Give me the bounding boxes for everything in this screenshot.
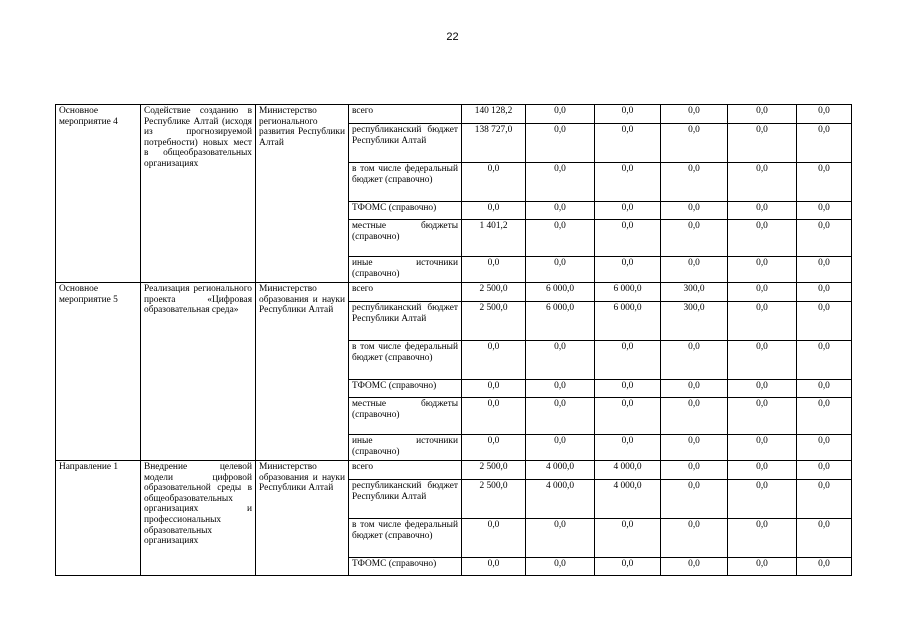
funding-value: 0,0 xyxy=(797,480,852,519)
funding-value: 0,0 xyxy=(728,435,797,461)
funding-value: 0,0 xyxy=(462,163,526,202)
funding-value: 0,0 xyxy=(661,558,728,576)
funding-value: 0,0 xyxy=(797,220,852,257)
funding-value: 2 500,0 xyxy=(462,480,526,519)
table-row xyxy=(56,283,852,302)
funding-value: 300,0 xyxy=(661,283,728,302)
funding-value: 0,0 xyxy=(661,105,728,124)
funding-value: 0,0 xyxy=(728,519,797,558)
funding-value: 0,0 xyxy=(462,558,526,576)
funding-value: 6 000,0 xyxy=(595,302,661,341)
funding-source: в том числе федеральный бюджет (справочно) xyxy=(349,341,462,380)
funding-value: 0,0 xyxy=(526,380,595,398)
funding-source: иные источники (справочно) xyxy=(349,257,462,283)
funding-value: 0,0 xyxy=(595,435,661,461)
funding-source: ТФОМС (справочно) xyxy=(349,202,462,220)
funding-value: 0,0 xyxy=(595,519,661,558)
funding-value: 0,0 xyxy=(595,558,661,576)
funding-value: 0,0 xyxy=(526,202,595,220)
funding-value: 0,0 xyxy=(595,124,661,163)
funding-value: 0,0 xyxy=(462,519,526,558)
funding-value: 0,0 xyxy=(661,124,728,163)
funding-value: 0,0 xyxy=(595,257,661,283)
activity-label: Основное мероприятие 4 xyxy=(56,105,141,283)
funding-value: 0,0 xyxy=(462,341,526,380)
funding-value: 0,0 xyxy=(595,220,661,257)
funding-source: иные источники (справочно) xyxy=(349,435,462,461)
activity-description: Внедрение целевой модели цифровой образовательной среды в общеобразовательных организациях и профессиональных образовательных организациях xyxy=(141,461,256,576)
funding-value: 0,0 xyxy=(728,283,797,302)
funding-value: 0,0 xyxy=(526,519,595,558)
funding-source: местные бюджеты (справочно) xyxy=(349,398,462,435)
funding-table xyxy=(55,104,852,576)
funding-value: 0,0 xyxy=(526,220,595,257)
funding-value: 0,0 xyxy=(526,398,595,435)
funding-value: 0,0 xyxy=(661,461,728,480)
funding-source: всего xyxy=(349,105,462,124)
funding-value: 0,0 xyxy=(728,302,797,341)
funding-value: 0,0 xyxy=(526,163,595,202)
funding-value: 0,0 xyxy=(661,435,728,461)
funding-value: 0,0 xyxy=(797,302,852,341)
funding-value: 0,0 xyxy=(797,124,852,163)
funding-source: республиканский бюджет Республики Алтай xyxy=(349,124,462,163)
funding-value: 0,0 xyxy=(797,398,852,435)
funding-value: 2 500,0 xyxy=(462,302,526,341)
funding-value: 0,0 xyxy=(661,398,728,435)
funding-value: 0,0 xyxy=(728,461,797,480)
funding-value: 0,0 xyxy=(661,257,728,283)
funding-value: 0,0 xyxy=(526,105,595,124)
funding-value: 0,0 xyxy=(526,435,595,461)
funding-value: 0,0 xyxy=(728,341,797,380)
responsible-executor: Министерство образования и науки Республики Алтай xyxy=(256,283,349,461)
funding-value: 0,0 xyxy=(797,257,852,283)
activity-label: Основное мероприятие 5 xyxy=(56,283,141,461)
funding-value: 0,0 xyxy=(728,257,797,283)
responsible-executor: Министерство образования и науки Республики Алтай xyxy=(256,461,349,576)
funding-value: 6 000,0 xyxy=(595,283,661,302)
funding-value: 0,0 xyxy=(797,163,852,202)
funding-value: 0,0 xyxy=(595,380,661,398)
funding-value: 300,0 xyxy=(661,302,728,341)
funding-value: 0,0 xyxy=(661,480,728,519)
funding-value: 0,0 xyxy=(661,220,728,257)
funding-value: 2 500,0 xyxy=(462,283,526,302)
funding-value: 0,0 xyxy=(728,124,797,163)
funding-value: 4 000,0 xyxy=(595,480,661,519)
funding-value: 0,0 xyxy=(728,558,797,576)
funding-value: 0,0 xyxy=(526,341,595,380)
funding-value: 4 000,0 xyxy=(526,461,595,480)
activity-description: Реализация регионального проекта «Цифровая образовательная среда» xyxy=(141,283,256,461)
funding-value: 0,0 xyxy=(797,519,852,558)
funding-value: 0,0 xyxy=(797,380,852,398)
funding-value: 0,0 xyxy=(661,163,728,202)
page-number: 22 xyxy=(446,31,459,43)
funding-value: 6 000,0 xyxy=(526,283,595,302)
funding-value: 140 128,2 xyxy=(462,105,526,124)
funding-value: 138 727,0 xyxy=(462,124,526,163)
funding-value: 0,0 xyxy=(728,163,797,202)
funding-source: республиканский бюджет Республики Алтай xyxy=(349,480,462,519)
table-row xyxy=(56,461,852,480)
funding-value: 0,0 xyxy=(462,398,526,435)
funding-value: 0,0 xyxy=(526,124,595,163)
funding-value: 0,0 xyxy=(462,380,526,398)
funding-value: 0,0 xyxy=(728,480,797,519)
funding-source: местные бюджеты (справочно) xyxy=(349,220,462,257)
responsible-executor: Министерство регионального развития Республики Алтай xyxy=(256,105,349,283)
funding-value: 0,0 xyxy=(728,380,797,398)
table-body xyxy=(56,105,852,576)
funding-value: 0,0 xyxy=(526,558,595,576)
funding-source: республиканский бюджет Республики Алтай xyxy=(349,302,462,341)
funding-value: 0,0 xyxy=(797,461,852,480)
funding-source: ТФОМС (справочно) xyxy=(349,380,462,398)
funding-value: 4 000,0 xyxy=(526,480,595,519)
funding-value: 0,0 xyxy=(728,105,797,124)
funding-value: 0,0 xyxy=(595,341,661,380)
funding-value: 2 500,0 xyxy=(462,461,526,480)
funding-source: в том числе федеральный бюджет (справочно) xyxy=(349,519,462,558)
funding-value: 1 401,2 xyxy=(462,220,526,257)
funding-value: 6 000,0 xyxy=(526,302,595,341)
funding-value: 0,0 xyxy=(797,105,852,124)
table-row xyxy=(56,105,852,124)
funding-value: 0,0 xyxy=(661,341,728,380)
funding-value: 0,0 xyxy=(462,202,526,220)
funding-value: 4 000,0 xyxy=(595,461,661,480)
activity-label: Направление 1 xyxy=(56,461,141,576)
funding-value: 0,0 xyxy=(595,163,661,202)
funding-value: 0,0 xyxy=(462,435,526,461)
funding-value: 0,0 xyxy=(728,202,797,220)
funding-value: 0,0 xyxy=(728,398,797,435)
funding-source: всего xyxy=(349,461,462,480)
funding-value: 0,0 xyxy=(595,202,661,220)
funding-value: 0,0 xyxy=(526,257,595,283)
funding-source: ТФОМС (справочно) xyxy=(349,558,462,576)
funding-value: 0,0 xyxy=(595,105,661,124)
funding-value: 0,0 xyxy=(797,202,852,220)
funding-source: в том числе федеральный бюджет (справочно) xyxy=(349,163,462,202)
funding-value: 0,0 xyxy=(661,380,728,398)
funding-value: 0,0 xyxy=(797,341,852,380)
funding-value: 0,0 xyxy=(797,558,852,576)
funding-source: всего xyxy=(349,283,462,302)
activity-description: Содействие созданию в Республике Алтай (исходя из прогнозируемой потребности) новых мест в общеобразовательных организациях xyxy=(141,105,256,283)
funding-value: 0,0 xyxy=(797,435,852,461)
funding-value: 0,0 xyxy=(462,257,526,283)
funding-value: 0,0 xyxy=(661,519,728,558)
funding-value: 0,0 xyxy=(797,283,852,302)
funding-value: 0,0 xyxy=(728,220,797,257)
funding-value: 0,0 xyxy=(595,398,661,435)
funding-value: 0,0 xyxy=(661,202,728,220)
